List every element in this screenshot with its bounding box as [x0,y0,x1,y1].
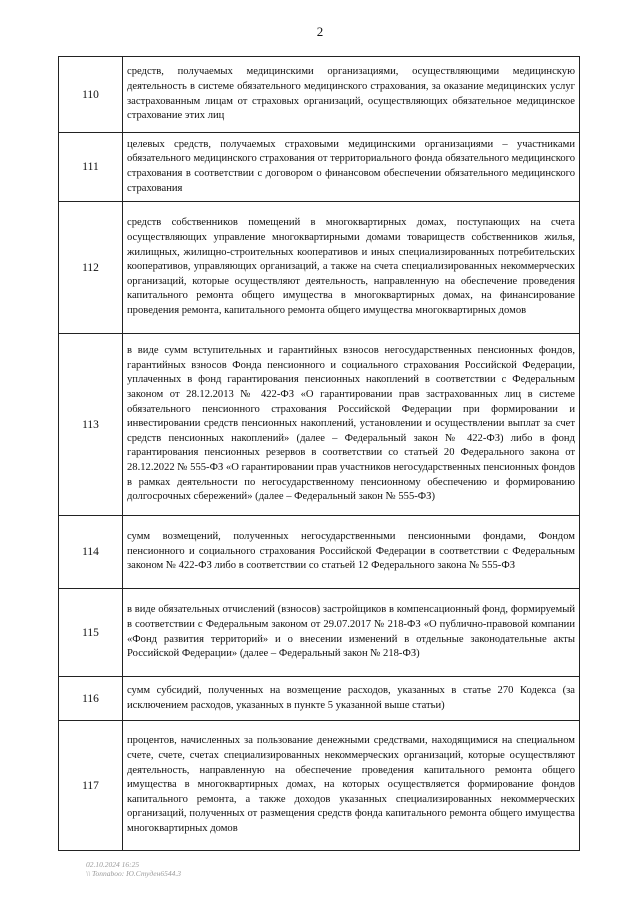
table-row [59,202,580,334]
row-description: целевых средств, получаемых страховыми медицинскими организациями – участниками обязательного медицинского страхования от территориального фонда обязательного медицинского страхования в соответствии с договором о финансовом обеспечении обязательного медицинского страхования [123,133,580,202]
row-description: процентов, начисленных за пользование денежными средствами, находящимися на специальном счете, счете, счетах специализированных некоммерческих организаций, которые осуществляют деятельность, направленную на обеспечение проведения капитального ремонта общего имущества в многоквартирных домах, на которых осуществляется формирование фондов капитального ремонта, а также доходов указанных специализированных некоммерческих организаций, полученных от размещения средств фонда капитального ремонта общего имущества многоквартирных домов [123,721,580,851]
table-row [59,721,580,851]
row-description: в виде обязательных отчислений (взносов) застройщиков в компенсационный фонд, формируемый в соответствии с Федеральным законом от 29.07.2017 № 218-ФЗ «О публично-правовой компании «Фонд развития территорий» и о внесении изменений в отдельные законодательные акты Российской Федерации» (далее – Федеральный закон № 218-ФЗ) [123,589,580,677]
row-code: 113 [59,334,123,516]
table-row [59,334,580,516]
table-row [59,677,580,721]
stamp-signer: \\ Tonnaboo: Ю.Студен6544.3 [86,869,181,878]
row-description: в виде сумм вступительных и гарантийных взносов негосударственных пенсионных фондов, гарантийных взносов Фонда пенсионного и социального страхования Российской Федерации, уплаченных в фонд гарантирования пенсионных накоплений в соответствии с Федеральным законом от 28.12.2013 № 422-ФЗ «О гарантировании прав застрахованных лиц в системе обязательного пенсионного страхования Российской Федерации при формировании и инвестировании средств пенсионных накоплений, установлении и осуществлении выплат за счет средств пенсионных накоплений» (далее – Федеральный закон № 422-ФЗ) либо в фонд гарантирования пенсионных резервов в соответствии со статьей 20 Федерального закона от 28.12.2022 № 555-ФЗ «О гарантировании прав участников негосударственных пенсионных фондов в рамках деятельности по негосударственному пенсионному обеспечению и формированию долгосрочных сбережений» (далее – Федеральный закон № 555-ФЗ) [123,334,580,516]
income-codes-table [58,56,580,851]
row-description: сумм субсидий, полученных на возмещение расходов, указанных в статье 270 Кодекса (за исключением расходов, указанных в пункте 5 указанной выше статьи) [123,677,580,721]
table-row [59,133,580,202]
row-code: 112 [59,202,123,334]
page-number: 2 [316,24,324,39]
table-row [59,57,580,133]
row-code: 111 [59,133,123,202]
table-row [59,589,580,677]
row-code: 115 [59,589,123,677]
stamp-date: 02.10.2024 16:25 [86,860,140,869]
row-code: 110 [59,57,123,133]
row-code: 117 [59,721,123,851]
table-row [59,516,580,589]
row-code: 116 [59,677,123,721]
row-description: средств собственников помещений в многоквартирных домах, поступающих на счета осуществляющих управление многоквартирными домами товариществ собственников жилья, жилищных, жилищно-строительных кооперативов и иных специализированных потребительских кооперативов, управляющих организаций, а также на счета специализированных некоммерческих организаций, которые осуществляют деятельность, направленную на обеспечение проведения капитального ремонта общего имущества в многоквартирных домах, на финансирование проведения ремонта, капитального ремонта общего имущества многоквартирных домов [123,202,580,334]
row-description: средств, получаемых медицинскими организациями, осуществляющими медицинскую деятельность в системе обязательного медицинского страхования, за оказание медицинских услуг застрахованным лицам от страховых организаций, осуществляющих обязательное медицинское страхование этих лиц [123,57,580,133]
row-description: сумм возмещений, полученных негосударственными пенсионными фондами, Фондом пенсионного и социального страхования Российской Федерации в соответствии с Федеральным законом № 422-ФЗ либо в соответствии со статьей 12 Федерального закона № 555-ФЗ [123,516,580,589]
document-stamp [86,860,181,878]
row-code: 114 [59,516,123,589]
